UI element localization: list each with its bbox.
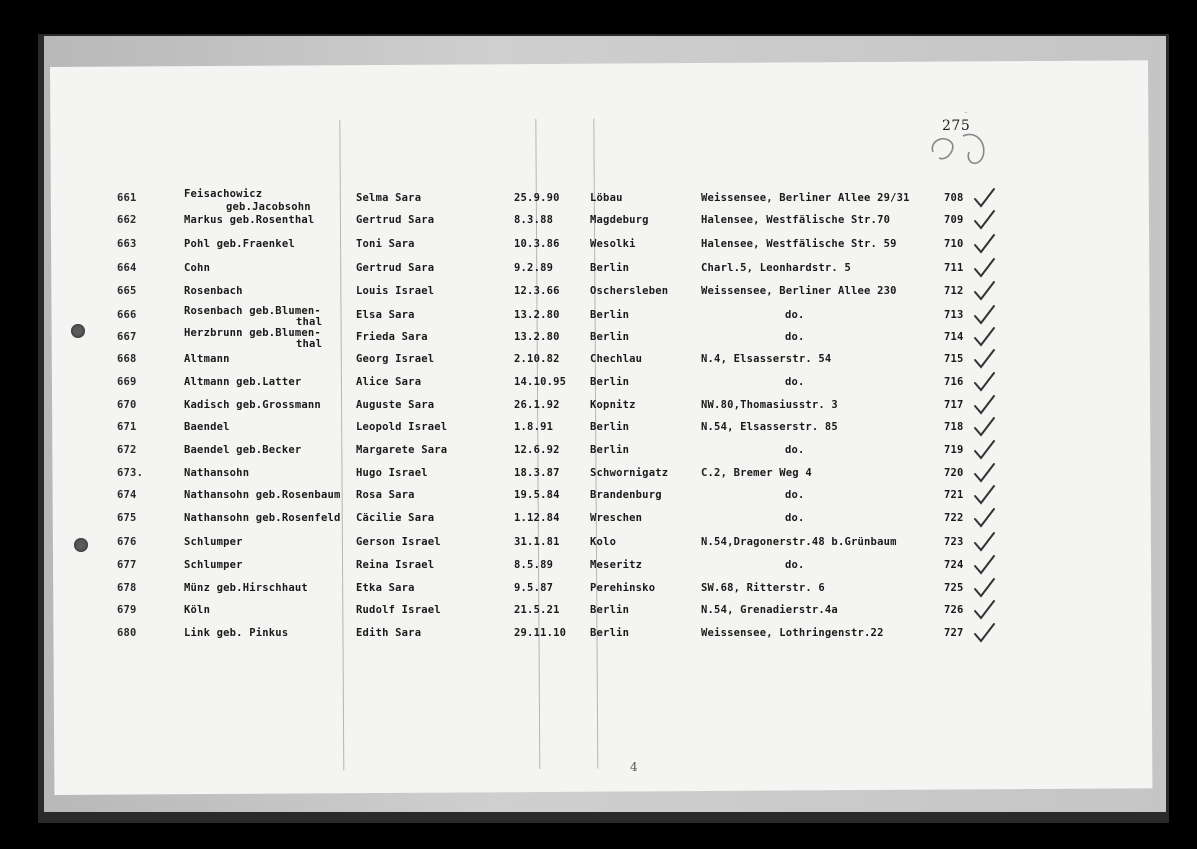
birth-place: Schwornigatz — [590, 467, 669, 479]
entry-number: 678 — [117, 582, 137, 594]
birth-date: 1.12.84 — [514, 512, 560, 524]
entry-number: 673. — [117, 467, 144, 479]
first-name: Frieda Sara — [356, 331, 428, 343]
surname: Münz geb.Hirschhaut — [184, 582, 308, 594]
surname: Nathansohn — [184, 467, 250, 479]
punch-hole — [74, 538, 88, 552]
birth-place: Berlin — [590, 444, 630, 456]
address: Weissensee, Lothringenstr.22 — [701, 627, 884, 639]
transport-number: 717 — [944, 399, 964, 411]
transport-number: 709 — [944, 214, 964, 226]
transport-number: 720 — [944, 467, 964, 479]
birth-place: Perehinsko — [590, 582, 656, 594]
transport-number: 721 — [944, 489, 964, 501]
address: C.2, Bremer Weg 4 — [701, 467, 812, 479]
first-name: Rudolf Israel — [356, 604, 441, 616]
address: Charl.5, Leonhardstr. 5 — [701, 262, 851, 274]
birth-place: Kopnitz — [590, 399, 636, 411]
birth-place: Meseritz — [590, 559, 643, 571]
surname: Baendel geb.Becker — [184, 444, 302, 456]
address: Weissensee, Berliner Allee 230 — [701, 285, 897, 297]
first-name: Gertrud Sara — [356, 262, 435, 274]
transport-number: 713 — [944, 309, 964, 321]
transport-number: 718 — [944, 421, 964, 433]
check-mark-icon — [972, 280, 996, 302]
first-name: Gertrud Sara — [356, 214, 435, 226]
birth-place: Berlin — [590, 604, 630, 616]
first-name: Etka Sara — [356, 582, 415, 594]
check-mark-icon — [972, 394, 996, 416]
birth-date: 10.3.86 — [514, 238, 560, 250]
entry-number: 671 — [117, 421, 137, 433]
first-name: Margarete Sara — [356, 444, 448, 456]
birth-date: 9.5.87 — [514, 582, 554, 594]
surname: Kadisch geb.Grossmann — [184, 399, 321, 411]
address: N.54, Elsasserstr. 85 — [701, 421, 838, 433]
surname: Herzbrunn geb.Blumen- — [184, 327, 321, 339]
first-name: Selma Sara — [356, 192, 422, 204]
transport-number: 722 — [944, 512, 964, 524]
handwritten-check-mark-icon — [925, 112, 995, 174]
birth-place: Berlin — [590, 331, 630, 343]
birth-date: 12.6.92 — [514, 444, 560, 456]
entry-number: 676 — [117, 536, 137, 548]
birth-place: Oschersleben — [590, 285, 669, 297]
birth-place: Berlin — [590, 309, 630, 321]
address: N.4, Elsasserstr. 54 — [701, 353, 832, 365]
surname: Cohn — [184, 262, 211, 274]
first-name: Auguste Sara — [356, 399, 435, 411]
address: do. — [785, 489, 805, 501]
address: do. — [785, 376, 805, 388]
address: Halensee, Westfälische Str.70 — [701, 214, 891, 226]
entry-number: 662 — [117, 214, 137, 226]
address: N.54, Grenadierstr.4a — [701, 604, 838, 616]
first-name: Toni Sara — [356, 238, 415, 250]
surname: Rosenbach — [184, 285, 243, 297]
entry-number: 675 — [117, 512, 137, 524]
transport-number: 724 — [944, 559, 964, 571]
surname-continuation: geb.Jacobsohn — [226, 201, 311, 213]
birth-place: Berlin — [590, 421, 630, 433]
transport-number: 723 — [944, 536, 964, 548]
check-mark-icon — [972, 348, 996, 370]
surname-continuation: thal — [296, 316, 323, 328]
surname: Schlumper — [184, 536, 243, 548]
surname: Baendel — [184, 421, 230, 433]
address: do. — [785, 444, 805, 456]
check-mark-icon — [972, 257, 996, 279]
birth-date: 12.3.66 — [514, 285, 560, 297]
surname: Pohl geb.Fraenkel — [184, 238, 295, 250]
transport-number: 726 — [944, 604, 964, 616]
birth-place: Wesolki — [590, 238, 636, 250]
entry-number: 665 — [117, 285, 137, 297]
birth-place: Kolo — [590, 536, 617, 548]
check-mark-icon — [972, 484, 996, 506]
address: SW.68, Ritterstr. 6 — [701, 582, 825, 594]
check-mark-icon — [972, 371, 996, 393]
entry-number: 668 — [117, 353, 137, 365]
address: do. — [785, 331, 805, 343]
first-name: Leopold Israel — [356, 421, 448, 433]
entry-number: 661 — [117, 192, 137, 204]
first-name: Louis Israel — [356, 285, 435, 297]
check-mark-icon — [972, 599, 996, 621]
transport-number: 727 — [944, 627, 964, 639]
entry-number: 663 — [117, 238, 137, 250]
check-mark-icon — [972, 531, 996, 553]
birth-date: 8.5.89 — [514, 559, 554, 571]
address: Halensee, Westfälische Str. 59 — [701, 238, 897, 250]
entry-number: 669 — [117, 376, 137, 388]
birth-date: 31.1.81 — [514, 536, 560, 548]
check-mark-icon — [972, 416, 996, 438]
check-mark-icon — [972, 326, 996, 348]
birth-place: Chechlau — [590, 353, 643, 365]
birth-date: 25.9.90 — [514, 192, 560, 204]
address: do. — [785, 512, 805, 524]
surname: Rosenbach geb.Blumen- — [184, 305, 321, 317]
check-mark-icon — [972, 577, 996, 599]
surname: Altmann geb.Latter — [184, 376, 302, 388]
transport-number: 711 — [944, 262, 964, 274]
first-name: Reina Israel — [356, 559, 435, 571]
entry-number: 672 — [117, 444, 137, 456]
address: N.54,Dragonerstr.48 b.Grünbaum — [701, 536, 897, 548]
entry-number: 670 — [117, 399, 137, 411]
birth-place: Berlin — [590, 262, 630, 274]
birth-date: 19.5.84 — [514, 489, 560, 501]
check-mark-icon — [972, 507, 996, 529]
column-rule — [339, 120, 344, 770]
first-name: Elsa Sara — [356, 309, 415, 321]
transport-number: 710 — [944, 238, 964, 250]
transport-number: 716 — [944, 376, 964, 388]
punch-hole — [71, 324, 85, 338]
address: do. — [785, 309, 805, 321]
first-name: Alice Sara — [356, 376, 422, 388]
birth-date: 18.3.87 — [514, 467, 560, 479]
check-mark-icon — [972, 304, 996, 326]
birth-date: 29.11.10 — [514, 627, 567, 639]
entry-number: 677 — [117, 559, 137, 571]
entry-number: 674 — [117, 489, 137, 501]
surname: Nathansohn geb.Rosenbaum — [184, 489, 341, 501]
birth-date: 21.5.21 — [514, 604, 560, 616]
transport-number: 719 — [944, 444, 964, 456]
transport-number: 715 — [944, 353, 964, 365]
first-name: Cäcilie Sara — [356, 512, 435, 524]
entry-number: 664 — [117, 262, 137, 274]
check-mark-icon — [972, 622, 996, 644]
first-name: Georg Israel — [356, 353, 435, 365]
birth-place: Berlin — [590, 376, 630, 388]
surname: Feisachowicz — [184, 188, 263, 200]
birth-date: 26.1.92 — [514, 399, 560, 411]
transport-number: 708 — [944, 192, 964, 204]
first-name: Hugo Israel — [356, 467, 428, 479]
entry-number: 679 — [117, 604, 137, 616]
surname-continuation: thal — [296, 338, 323, 350]
first-name: Rosa Sara — [356, 489, 415, 501]
surname: Link geb. Pinkus — [184, 627, 289, 639]
birth-place: Wreschen — [590, 512, 643, 524]
check-mark-icon — [972, 233, 996, 255]
birth-place: Brandenburg — [590, 489, 662, 501]
entry-number: 667 — [117, 331, 137, 343]
transport-number: 712 — [944, 285, 964, 297]
birth-place: Magdeburg — [590, 214, 649, 226]
first-name: Edith Sara — [356, 627, 422, 639]
check-mark-icon — [972, 554, 996, 576]
birth-place: Löbau — [590, 192, 623, 204]
surname: Markus geb.Rosenthal — [184, 214, 315, 226]
birth-date: 1.8.91 — [514, 421, 554, 433]
surname: Köln — [184, 604, 211, 616]
birth-date: 9.2.89 — [514, 262, 554, 274]
entry-number: 680 — [117, 627, 137, 639]
footer-mark: 4 — [630, 760, 638, 774]
transport-number: 714 — [944, 331, 964, 343]
surname: Schlumper — [184, 559, 243, 571]
birth-date: 13.2.80 — [514, 331, 560, 343]
address: do. — [785, 559, 805, 571]
check-mark-icon — [972, 187, 996, 209]
birth-date: 2.10.82 — [514, 353, 560, 365]
surname: Nathansohn geb.Rosenfeld — [184, 512, 341, 524]
page-number: 275 — [942, 118, 971, 134]
first-name: Gerson Israel — [356, 536, 441, 548]
birth-date: 13.2.80 — [514, 309, 560, 321]
entry-number: 666 — [117, 309, 137, 321]
birth-date: 8.3.88 — [514, 214, 554, 226]
address: Weissensee, Berliner Allee 29/31 — [701, 192, 910, 204]
transport-number: 725 — [944, 582, 964, 594]
check-mark-icon — [972, 439, 996, 461]
birth-place: Berlin — [590, 627, 630, 639]
birth-date: 14.10.95 — [514, 376, 567, 388]
check-mark-icon — [972, 462, 996, 484]
check-mark-icon — [972, 209, 996, 231]
address: NW.80,Thomasiusstr. 3 — [701, 399, 838, 411]
surname: Altmann — [184, 353, 230, 365]
